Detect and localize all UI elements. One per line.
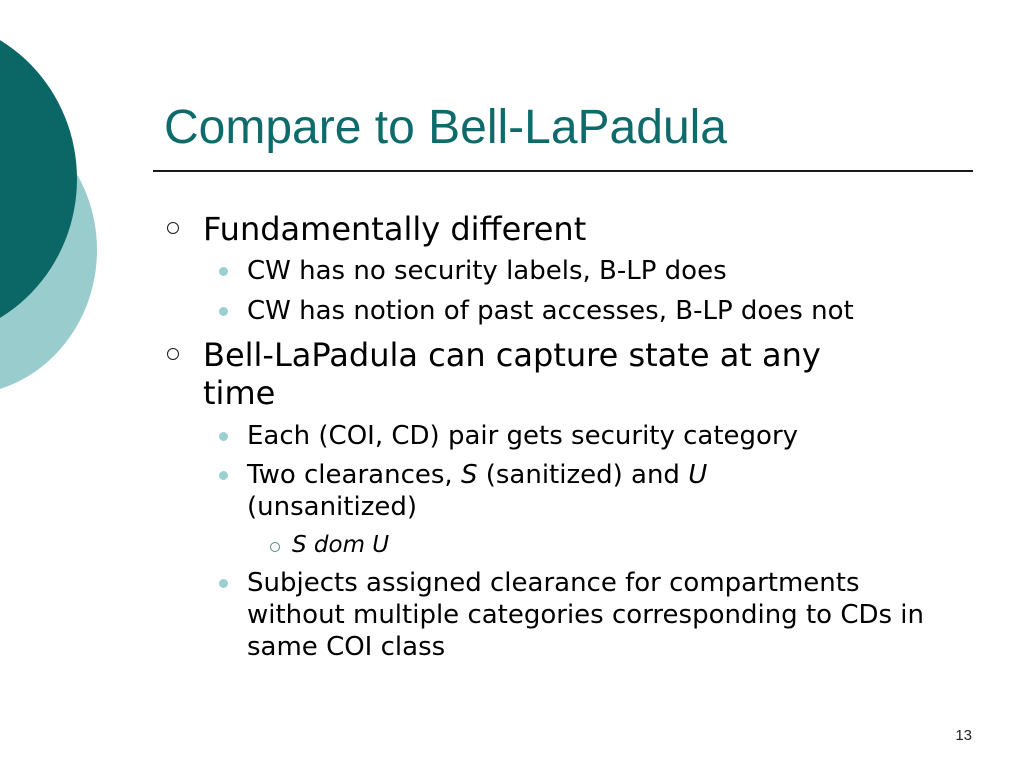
bullet-text: S dom U	[292, 532, 390, 558]
bullet-text: Fundamentally different	[203, 210, 587, 248]
bullet-fundamentally-different	[203, 210, 963, 248]
clearances-middle: (sanitized) and	[477, 460, 689, 490]
subbullet-no-security-labels	[247, 255, 967, 287]
subbullet-past-accesses	[247, 295, 967, 327]
hollow-circle-bullet-icon	[167, 348, 179, 360]
dot-bullet-icon	[219, 307, 228, 316]
dot-bullet-icon	[219, 267, 228, 276]
dot-bullet-icon	[219, 579, 228, 588]
small-hollow-circle-bullet-icon	[270, 542, 280, 552]
bullet-capture-state	[203, 336, 903, 412]
subbullet-subjects-assigned	[247, 567, 959, 663]
dot-bullet-icon	[219, 471, 228, 480]
clearances-prefix: Two clearances,	[247, 460, 461, 490]
title-divider	[153, 170, 973, 172]
bullet-text: Each (COI, CD) pair gets security category	[247, 421, 799, 451]
bullet-text	[247, 460, 707, 522]
bullet-text: Bell-LaPadula can capture state at any time	[203, 336, 821, 412]
bullet-text: CW has no security labels, B-LP does	[247, 256, 727, 286]
clearances-suffix: (unsanitized)	[247, 492, 417, 522]
clearance-s: S	[460, 460, 478, 490]
subsubbullet-s-dom-u	[292, 531, 952, 560]
subbullet-two-clearances	[247, 459, 817, 523]
bullet-text: Subjects assigned clearance for compartments without multiple categories corresponding to CDs in same COI class	[247, 568, 925, 662]
bullet-text: CW has notion of past accesses, B-LP does not	[247, 296, 854, 326]
dot-bullet-icon	[219, 432, 228, 441]
slide-title: Compare to Bell-LaPadula	[164, 101, 727, 154]
subbullet-security-category	[247, 420, 967, 452]
clearance-u: U	[688, 460, 708, 490]
page-number: 13	[955, 727, 972, 744]
hollow-circle-bullet-icon	[167, 222, 179, 234]
